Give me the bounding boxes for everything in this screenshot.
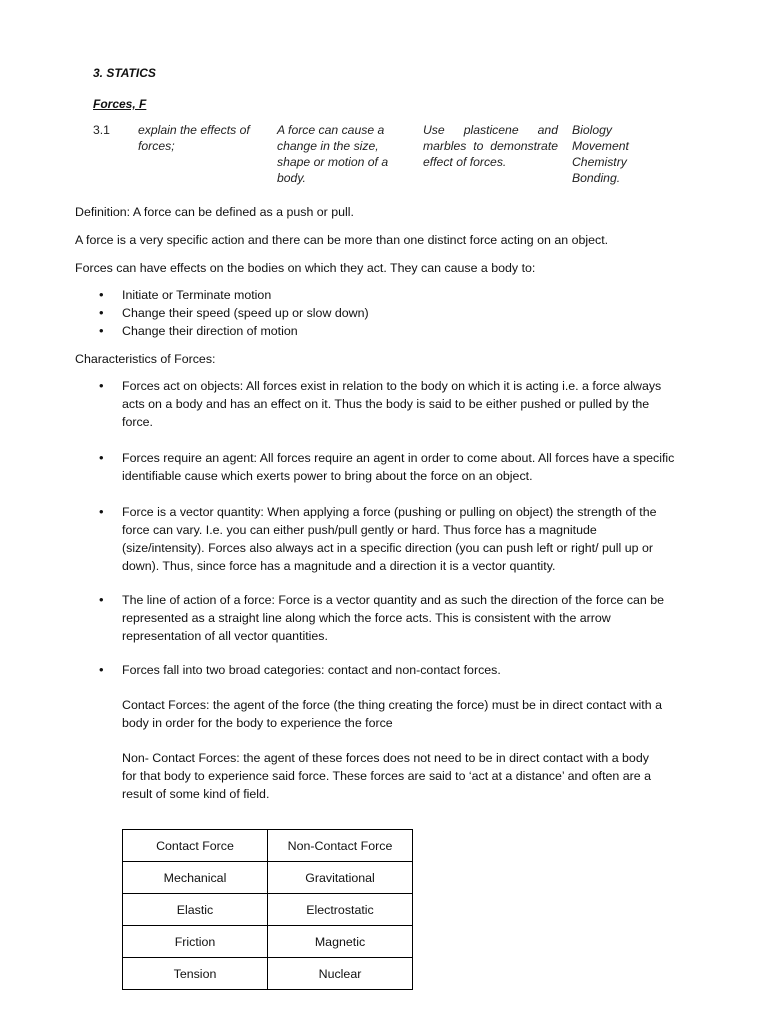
non-contact-forces-paragraph: Non- Contact Forces: the agent of these forces does not need to be in direct contact with a body for that body to experience said force. These forces are said to ‘act at a distance’ and often are a result of some kind of field. (122, 751, 651, 801)
syllabus-link: Bonding. (572, 171, 621, 185)
table-cell: Magnetic (268, 926, 413, 958)
list-item: • The line of action of a force: Force is a vector quantity and as such the direction of the force can be represented as a straight line along which the force acts. This is consistent with the arrow representation of all vector quantities. (75, 591, 682, 645)
list-item: • Initiate or Terminate motion (75, 286, 675, 304)
table-cell: Nuclear (268, 958, 413, 990)
table-cell: Gravitational (268, 862, 413, 894)
syllabus-activity: Use plasticene and marbles to demonstrate effect of forces. (423, 123, 558, 169)
syllabus-objective: explain the effects of forces; (138, 123, 250, 153)
table-cell: Tension (123, 958, 268, 990)
list-item: • Force is a vector quantity: When applying a force (pushing or pulling on object) the strength of the force can vary. I.e. you can either push/pull gently or hard. Thus force has a magnitude (size/intensity). Forces also always act in a specific direction (you can push left or right/ pull up or down). Thus, since force has a magnitude and a direction it is a vector quantity. (75, 503, 682, 575)
table-header-row (123, 830, 413, 862)
syllabus-link: Movement (572, 139, 629, 153)
contact-forces-paragraph: Contact Forces: the agent of the force (the thing creating the force) must be in direct contact with a body in order for the body to experience the force (122, 698, 662, 730)
table-row (123, 894, 413, 926)
syllabus-links (572, 122, 652, 186)
definition-paragraph: Definition: A force can be defined as a push or pull. (75, 205, 354, 219)
table-header-cell: Non-Contact Force (268, 830, 413, 862)
forces-table (122, 829, 413, 990)
table-cell: Mechanical (123, 862, 268, 894)
list-item: • Change their speed (speed up or slow down) (75, 304, 675, 322)
list-item: • Forces fall into two broad categories: contact and non-contact forces. (75, 661, 682, 679)
syllabus-number: 3.1 (93, 123, 110, 137)
list-item: • Forces require an agent: All forces require an agent in order to come about. All forces have a specific identifiable cause which exerts power to bring about the force on an object. (75, 449, 682, 485)
table-row (123, 926, 413, 958)
subsection-title: Forces, F (93, 97, 147, 111)
specific-action-paragraph: A force is a very specific action and there can be more than one distinct force acting on an object. (75, 233, 609, 247)
table-row (123, 862, 413, 894)
syllabus-link: Biology (572, 123, 612, 137)
table-row (123, 958, 413, 990)
table-cell: Elastic (123, 894, 268, 926)
list-item: • Forces act on objects: All forces exist in relation to the body on which it is acting i.e. a force always acts on a body and has an effect on it. Thus the body is said to be either pushed or pulled by the force. (75, 377, 682, 431)
table-cell: Friction (123, 926, 268, 958)
table-header-cell: Contact Force (123, 830, 268, 862)
syllabus-content: A force can cause a change in the size, shape or motion of a body. (277, 123, 389, 185)
syllabus-link: Chemistry (572, 155, 627, 169)
characteristics-heading: Characteristics of Forces: (75, 352, 216, 366)
effects-intro-paragraph: Forces can have effects on the bodies on which they act. They can cause a body to: (75, 261, 536, 275)
list-item: • Change their direction of motion (75, 322, 675, 340)
effects-list (75, 286, 675, 340)
section-title: 3. STATICS (93, 66, 156, 80)
table-cell: Electrostatic (268, 894, 413, 926)
